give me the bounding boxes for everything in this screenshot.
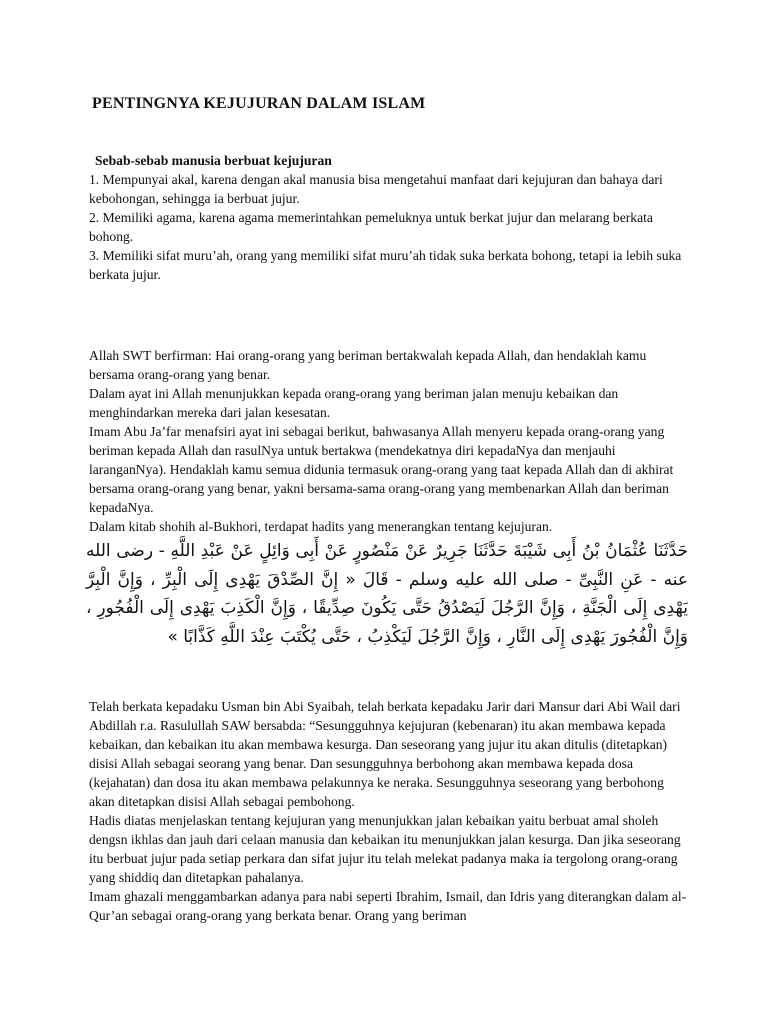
paragraph: Dalam kitab shohih al-Bukhori, terdapat hadits yang menerangkan tentang kejujuran.: [89, 519, 553, 534]
paragraph: Dalam ayat ini Allah menunjukkan kepada orang-orang yang beriman jalan menuju kebaikan dan menghindarkan mereka dari jalan kesesatan.: [89, 386, 619, 420]
section-terjemah: [89, 697, 689, 925]
paragraph: Imam Abu Ja’far menafsiri ayat ini sebagai berikut, bahwasanya Allah menyeru kepada orang-orang yang beriman kepada Allah dan rasulNya untuk bertakwa (mendekatnya diri kepadaNya dan menjauhi laranganNya). Hendaklah kamu semua didunia termasuk orang-orang yang taat kepada Allah dan di akhirat bersama orang-orang yang benar, yakni bersama-sama orang-orang yang membenarkan Allah dan beriman kepadaNya.: [89, 424, 674, 515]
section-firman: [89, 346, 689, 536]
paragraph: Imam ghazali menggambarkan adanya para nabi seperti Ibrahim, Ismail, dan Idris yang diterangkan dalam al-Qur’an sebagai orang-orang yang berkata benar. Orang yang beriman: [89, 889, 687, 923]
hadith-arabic-text: حَدَّثَنَا عُثْمَانُ بْنُ أَبِى شَيْبَةَ حَدَّثَنَا جَرِيرٌ عَنْ مَنْصُورٍ عَنْ أَبِى وَائِلٍ عَنْ عَبْدِ اللَّهِ - رضى الله عنه - عَنِ النَّبِىِّ - صلى الله عليه وسلم - قَالَ « إِنَّ الصِّدْقَ يَهْدِى إِلَى الْبِرِّ ، وَإِنَّ الْبِرَّ يَهْدِى إِلَى الْجَنَّةِ ، وَإِنَّ الرَّجُلَ لَيَصْدُقُ حَتَّى يَكُونَ صِدِّيقًا ، وَإِنَّ الْكَذِبَ يَهْدِى إِلَى الْفُجُورِ ، وَإِنَّ الْفُجُورَ يَهْدِى إِلَى النَّارِ ، وَإِنَّ الرَّجُلَ لَيَكْذِبُ ، حَتَّى يُكْتَبَ عِنْدَ اللَّهِ كَذَّابًا »: [86, 541, 688, 647]
list-item: 1. Mempunyai akal, karena dengan akal manusia bisa mengetahui manfaat dari kejujuran dan bahaya dari kebohongan, sehingga ia berbuat jujur.: [89, 172, 663, 206]
section-sebab: [89, 151, 689, 284]
paragraph: Telah berkata kepadaku Usman bin Abi Syaibah, telah berkata kepadaku Jarir dari Mansur dari Abi Wail dari Abdillah r.a. Rasulullah SAW bersabda: “Sesungguhnya kejujuran (kebenaran) itu akan membawa kepada kebaikan, dan kebaikan itu akan membawa kesurga. Dan seseorang yang jujur itu akan ditulis (ditetapkan) disisi Allah sebagai seorang yang benar. Dan sesungguhnya berbohong akan membawa kepada dosa (kejahatan) dan dosa itu akan membawa pelakunnya ke neraka. Sesungguhnya seseorang yang berbohong akan ditetapkan disisi Allah sebagai pembohong.: [89, 699, 681, 809]
paragraph: Allah SWT berfirman: Hai orang-orang yang beriman bertakwalah kepada Allah, dan hendaklah kamu bersama orang-orang yang benar.: [89, 348, 647, 382]
list-item: 2. Memiliki agama, karena agama memerintahkan pemeluknya untuk berkat jujur dan melarang berkata bohong.: [89, 210, 653, 244]
document-title: PENTINGNYA KEJUJURAN DALAM ISLAM: [92, 95, 426, 112]
paragraph: Hadis diatas menjelaskan tentang kejujuran yang menunjukkan jalan kebaikan yaitu berbuat amal sholeh dengsn ikhlas dan jauh dari celaan manusia dan kebaikan itu menunjukkan jalan kesurga. Dan jika seseorang itu berbuat jujur pada setiap perkara dan sifat jujur itu telah melekat padanya maka ia tergolong orang-orang yang shiddiq dan ditetapkan pahalanya.: [89, 813, 681, 885]
list-item: 3. Memiliki sifat muru’ah, orang yang memiliki sifat muru’ah tidak suka berkata bohong, tetapi ia lebih suka berkata jujur.: [89, 248, 682, 282]
section-heading: Sebab-sebab manusia berbuat kejujuran: [95, 153, 332, 168]
